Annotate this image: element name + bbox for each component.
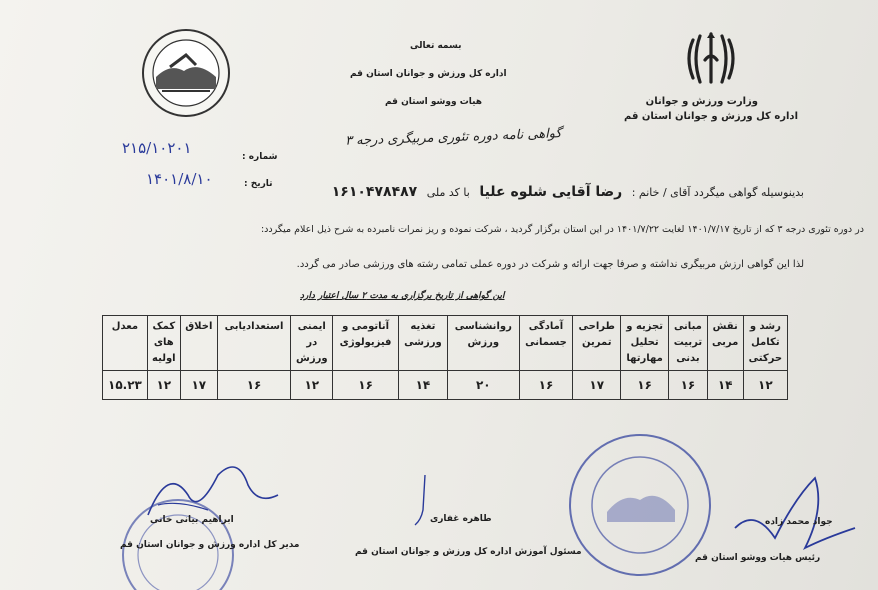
score-cell: ۱۲: [743, 371, 787, 400]
org-line-1: اداره کل ورزش و جوانان استان قم: [350, 69, 507, 79]
scores-value-row: [103, 371, 788, 400]
signatory-1-name: ابراهیم بیانی خانی: [150, 515, 234, 525]
score-cell: ۱۴: [707, 371, 743, 400]
score-cell: ۱۶: [669, 371, 707, 400]
body-line-2: در دوره تئوری درجه ۳ که از تاریخ ۱۴۰۱/۷/۱۷ لغایت ۱۴۰۱/۷/۲۲ در این استان برگزار گردید ، شرکت نموده و ریز نمرات نامبرده به شرح ذیل اعلام میگردد:: [260, 224, 864, 235]
header-sport-psychology: روانشناسی ورزش: [448, 316, 520, 371]
score-cell: ۱۶: [217, 371, 290, 400]
score-cell: ۱۲: [291, 371, 333, 400]
header-physical-fitness: آمادگی جسمانی: [519, 316, 573, 371]
number-value: ۲۱۵/۱۰۲۰۱: [122, 139, 192, 157]
signatory-3-title: رئیس هیات ووشو استان قم: [695, 553, 821, 563]
wushu-stamp-right: [565, 430, 715, 580]
national-code: ۱۶۱۰۴۷۸۴۸۷: [331, 184, 418, 200]
score-cell: ۱۲: [147, 371, 180, 400]
average-cell: ۱۵.۲۳: [103, 371, 148, 400]
signatory-1-title: مدیر کل اداره ورزش و جوانان استان قم: [120, 540, 300, 550]
header-coach-role: نقش مربی: [707, 316, 743, 371]
date-label: تاریخ :: [244, 179, 273, 189]
header-sport-nutrition: تغذیه ورزشی: [398, 316, 447, 371]
scores-table: [102, 315, 788, 400]
header-anatomy-physiology: آناتومی و فیزیولوژی: [333, 316, 398, 371]
ministry-line-1: وزارت ورزش و جوانان: [645, 96, 758, 107]
body-line-1: [332, 184, 804, 200]
date-value: ۱۴۰۱/۸/۱۰: [146, 170, 213, 188]
intro-text: بدینوسیله گواهی میگردد آقای / خانم :: [631, 186, 804, 199]
header-ethics: اخلاق: [180, 316, 217, 371]
certificate-title: گواهی نامه دوره تئوری مربیگری درجه ۳: [344, 126, 562, 149]
header-skill-analysis: تجزیه و تحلیل مهارتها: [621, 316, 669, 371]
org-line-2: هیات ووشو استان قم: [385, 97, 483, 107]
score-cell: ۱۷: [180, 371, 217, 400]
signatory-2-name: طاهره غفاری: [430, 514, 492, 524]
header-talent-identification: استعدادیابی: [217, 316, 290, 371]
bismillah: بسمه تعالی: [410, 41, 462, 51]
signatory-3-name: جواد محمد زاده: [765, 517, 833, 527]
header-first-aid: کمک های اولیه: [147, 316, 180, 371]
scores-header-row: [103, 316, 788, 371]
number-label: شماره :: [242, 152, 278, 162]
national-code-label: با کد ملی: [426, 186, 470, 199]
score-cell: ۱۶: [333, 371, 398, 400]
wushu-federation-logo-icon: [140, 27, 232, 119]
validity-note: این گواهی از تاریخ برگزاری به مدت ۲ سال اعتبار دارد: [300, 291, 505, 301]
header-training-design: طراحی تمرین: [573, 316, 621, 371]
iran-emblem-icon: [683, 30, 739, 90]
score-cell: ۱۶: [519, 371, 573, 400]
header-average: معدل: [103, 316, 148, 371]
signatory-2-title: مسئول آموزش اداره کل ورزش و جوانان استان قم: [355, 547, 582, 557]
ministry-line-2: اداره کل ورزش و جوانان استان قم: [624, 111, 798, 122]
body-line-3: لذا این گواهی ارزش مربیگری نداشته و صرفا جهت ارائه و شرکت در دوره عملی تمامی رشته های ورزشی صادر می گردد.: [296, 259, 804, 270]
header-sport-safety: ایمنی در ورزش: [291, 316, 333, 371]
header-motor-development: رشد و تکامل حرکتی: [743, 316, 787, 371]
score-cell: ۱۴: [398, 371, 447, 400]
score-cell: ۱۷: [573, 371, 621, 400]
header-pe-foundations: مبانی تربیت بدنی: [669, 316, 707, 371]
score-cell: ۱۶: [621, 371, 669, 400]
score-cell: ۲۰: [448, 371, 520, 400]
person-name: رضا آقایی شلوه علیا: [479, 184, 623, 200]
